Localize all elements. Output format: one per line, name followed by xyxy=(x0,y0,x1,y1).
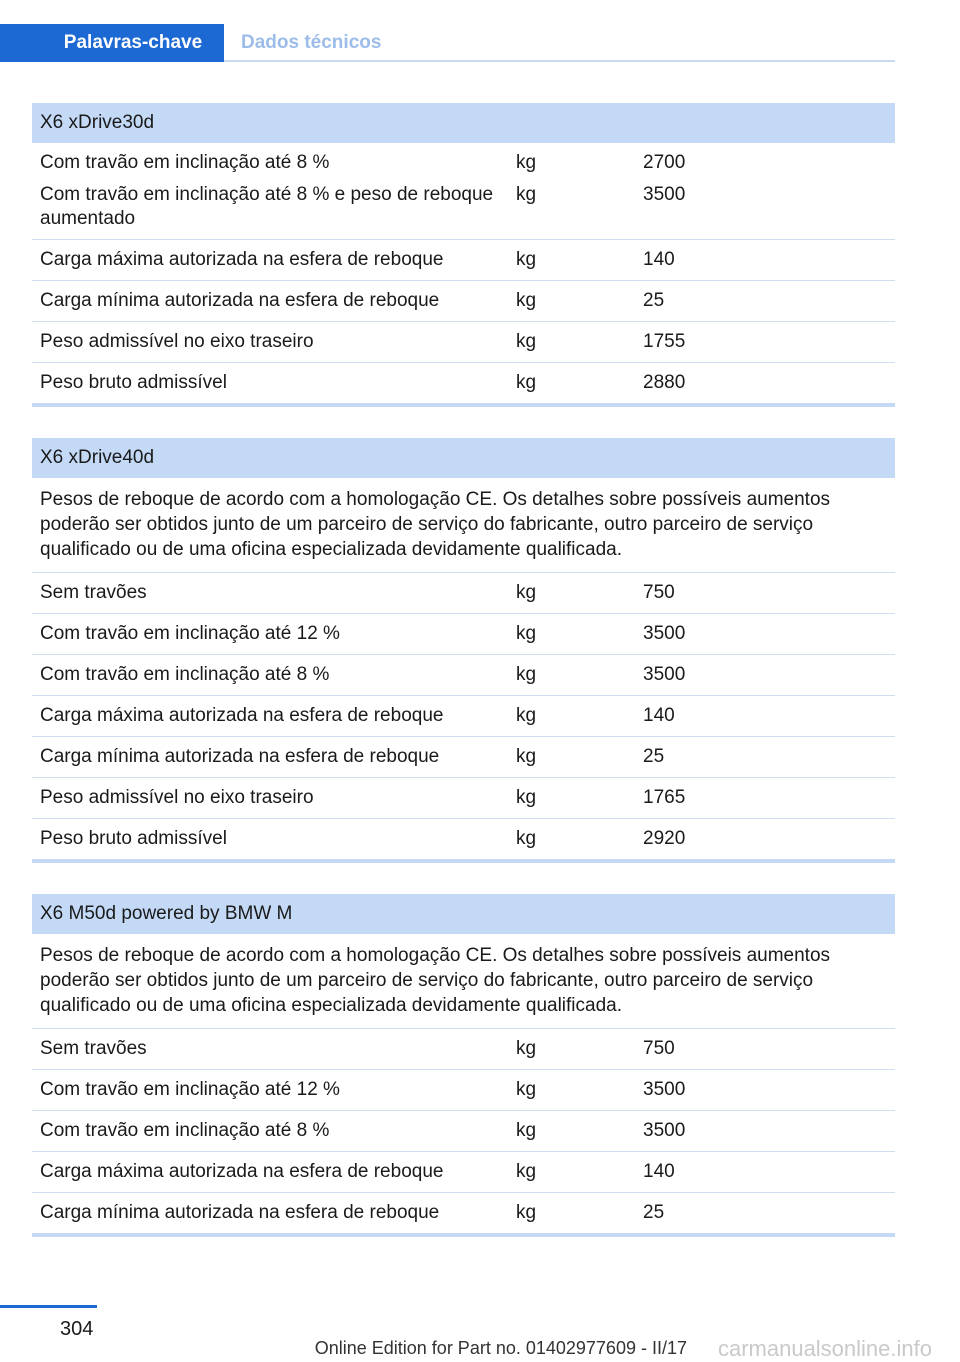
table-row xyxy=(32,737,895,778)
row-unit: kg xyxy=(508,175,635,240)
page-number-rule xyxy=(0,1305,97,1308)
tab-technical-data[interactable]: Dados técnicos xyxy=(241,32,382,53)
table-row xyxy=(32,1111,895,1152)
row-unit: kg xyxy=(516,1202,537,1223)
row-label: Carga mínima autorizada na esfera de reboque xyxy=(32,737,508,778)
table-row xyxy=(32,819,895,860)
table-row xyxy=(32,573,895,614)
watermark-text: carmanualsonline.info xyxy=(717,1336,932,1361)
row-value: 25 xyxy=(635,737,895,778)
row-label: Peso admissível no eixo traseiro xyxy=(32,322,508,363)
table-row xyxy=(32,1029,895,1070)
table-title: X6 M50d powered by BMW M xyxy=(32,894,895,934)
row-unit: kg xyxy=(516,152,537,173)
row-label: Sem travões xyxy=(32,573,508,614)
table-note-row xyxy=(32,478,895,573)
row-value: 1765 xyxy=(635,778,895,819)
row-label: Carga máxima autorizada na esfera de reboque xyxy=(32,1152,508,1193)
table-row xyxy=(32,1193,895,1234)
table-title: X6 xDrive30d xyxy=(32,103,895,143)
row-label: Peso admissível no eixo traseiro xyxy=(32,778,508,819)
row-value: 2700 xyxy=(643,152,686,173)
table-row xyxy=(32,655,895,696)
row-label: Carga máxima autorizada na esfera de reboque xyxy=(32,696,508,737)
table-row xyxy=(32,175,895,240)
spec-table-m50d xyxy=(32,894,895,1233)
row-value: 25 xyxy=(635,281,895,322)
row-unit: kg xyxy=(508,614,635,655)
row-unit: kg xyxy=(508,1070,635,1111)
row-value: 3500 xyxy=(635,1111,895,1152)
row-unit: kg xyxy=(516,372,537,393)
table-row xyxy=(32,322,895,363)
row-unit: kg xyxy=(516,828,537,849)
edition-text: Online Edition for Part no. 01402977609 - II/17 xyxy=(314,1338,687,1358)
row-unit: kg xyxy=(508,1152,635,1193)
row-unit: kg xyxy=(508,778,635,819)
table-row xyxy=(32,363,895,404)
tab-underline xyxy=(224,60,895,62)
row-value: 3500 xyxy=(635,175,895,240)
table-row xyxy=(32,240,895,281)
table-row xyxy=(32,1070,895,1111)
spec-tables xyxy=(32,103,895,1237)
tab-keywords[interactable]: Palavras-chave xyxy=(0,24,224,62)
row-label: Carga mínima autorizada na esfera de reboque xyxy=(32,281,508,322)
row-value: 140 xyxy=(635,696,895,737)
row-unit: kg xyxy=(508,655,635,696)
table-row xyxy=(32,614,895,655)
row-unit: kg xyxy=(508,696,635,737)
row-unit: kg xyxy=(508,573,635,614)
table-note-row xyxy=(32,934,895,1029)
spec-table-xdrive40d xyxy=(32,438,895,859)
row-unit: kg xyxy=(508,1111,635,1152)
row-value: 3500 xyxy=(635,614,895,655)
row-label: Com travão em inclinação até 8 % xyxy=(32,1111,508,1152)
table-row xyxy=(32,1152,895,1193)
table-row xyxy=(32,778,895,819)
row-value: 2920 xyxy=(643,828,686,849)
row-label: Com travão em inclinação até 12 % xyxy=(32,1070,508,1111)
row-value: 1755 xyxy=(635,322,895,363)
row-value: 750 xyxy=(635,573,895,614)
row-value: 750 xyxy=(635,1029,895,1070)
row-value: 3500 xyxy=(635,655,895,696)
table-row xyxy=(32,281,895,322)
header-tabs xyxy=(0,24,895,62)
row-label: Com travão em inclinação até 12 % xyxy=(32,614,508,655)
row-value: 140 xyxy=(635,240,895,281)
page-number: 304 xyxy=(60,1318,94,1340)
row-label: Carga mínima autorizada na esfera de reboque xyxy=(40,1202,440,1223)
row-unit: kg xyxy=(508,281,635,322)
row-value: 2880 xyxy=(643,372,686,393)
row-unit: kg xyxy=(508,1029,635,1070)
table-row xyxy=(32,143,895,175)
row-value: 140 xyxy=(635,1152,895,1193)
table-note: Pesos de reboque de acordo com a homologação CE. Os detalhes sobre possíveis aumentos poderão ser obtidos junto de um parceiro de serviço do fabricante, outro parceiro de serviço qualificado ou de uma oficina especializada devidamente qualificada. xyxy=(32,478,895,573)
row-unit: kg xyxy=(508,322,635,363)
row-label: Peso bruto admissível xyxy=(40,828,227,849)
table-title: X6 xDrive40d xyxy=(32,438,895,478)
row-label: Sem travões xyxy=(32,1029,508,1070)
row-value: 3500 xyxy=(635,1070,895,1111)
row-value: 25 xyxy=(643,1202,665,1223)
table-note: Pesos de reboque de acordo com a homologação CE. Os detalhes sobre possíveis aumentos poderão ser obtidos junto de um parceiro de serviço do fabricante, outro parceiro de serviço qualificado ou de uma oficina especializada devidamente qualificada. xyxy=(32,934,895,1029)
row-label: Carga máxima autorizada na esfera de reboque xyxy=(32,240,508,281)
row-unit: kg xyxy=(508,737,635,778)
row-label: Com travão em inclinação até 8 % e peso de reboque aumentado xyxy=(32,175,508,240)
row-unit: kg xyxy=(508,240,635,281)
row-label: Com travão em inclinação até 8 % xyxy=(40,152,330,173)
row-label: Com travão em inclinação até 8 % xyxy=(32,655,508,696)
table-row xyxy=(32,696,895,737)
row-label: Peso bruto admissível xyxy=(40,372,227,393)
table-end-rule xyxy=(32,1233,895,1237)
spec-table-xdrive30d xyxy=(32,103,895,403)
